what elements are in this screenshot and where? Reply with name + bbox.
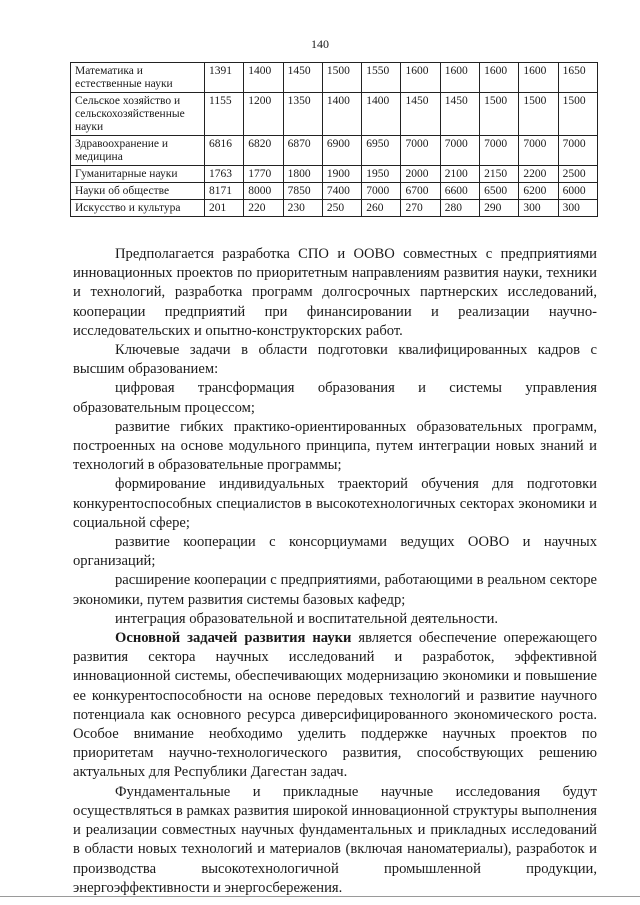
table-cell: 6820 <box>244 136 283 166</box>
table-cell: 1155 <box>205 93 244 136</box>
table-cell: 2500 <box>558 166 597 183</box>
table-cell: 2100 <box>440 166 479 183</box>
table-body <box>71 63 598 217</box>
table-cell: 7000 <box>480 136 519 166</box>
table-cell: 250 <box>322 200 361 217</box>
paragraph: Ключевые задачи в области подготовки квалифицированных кадров с высшим образованием: <box>73 342 597 378</box>
table-cell: 1200 <box>244 93 283 136</box>
data-table <box>70 62 598 217</box>
row-label: Гуманитарные науки <box>71 166 205 183</box>
table-cell: 6500 <box>480 183 519 200</box>
table-cell: 1600 <box>519 63 558 93</box>
table-cell: 1500 <box>322 63 361 93</box>
table-cell: 1800 <box>283 166 322 183</box>
table-cell: 6816 <box>205 136 244 166</box>
table-row <box>71 166 598 183</box>
table-cell: 300 <box>519 200 558 217</box>
table-cell: 6700 <box>401 183 440 200</box>
table-cell: 1500 <box>558 93 597 136</box>
table-cell: 300 <box>558 200 597 217</box>
table-cell: 1600 <box>401 63 440 93</box>
table-cell: 280 <box>440 200 479 217</box>
table-cell: 6950 <box>362 136 401 166</box>
table-cell: 2200 <box>519 166 558 183</box>
table-cell: 201 <box>205 200 244 217</box>
table-cell: 7000 <box>362 183 401 200</box>
table-row <box>71 93 598 136</box>
table-cell: 7850 <box>283 183 322 200</box>
list-item: развитие гибких практико-ориентированных образовательных программ, построенных на основе модульного принципа, путем интеграции новых знаний и технологий в образовательные программы; <box>73 418 597 474</box>
table-cell: 7000 <box>401 136 440 166</box>
row-label: Науки об обществе <box>71 183 205 200</box>
paragraph <box>73 629 597 783</box>
paragraph: Фундаментальные и прикладные научные исследования будут осуществляться в рамках развития широкой инновационной структуры выполнения и реализации совместных научных фундаментальных и прикладных исследований в области новых технологий и материалов (включая наноматериалы), разработок и производства высокотехнологичной промышленной продукции, энергоэффективности и энергосбережения. <box>73 783 597 896</box>
row-label: Здравоохранение и медицина <box>71 136 205 166</box>
table-cell: 1400 <box>322 93 361 136</box>
table-cell: 1500 <box>519 93 558 136</box>
page-number: 140 <box>311 37 329 51</box>
table-row <box>71 183 598 200</box>
row-label: Математика и естественные науки <box>71 63 205 93</box>
table-cell: 1770 <box>244 166 283 183</box>
row-label: Искусство и культура <box>71 200 205 217</box>
paragraph-text: является обеспечение опережающего развития сектора научных исследований и разработок, эффективной инновационной системы, обеспечивающих модернизацию экономики и повышение ее конкурентоспособности на основе передовых технологий и развитие научного потенциала как основного ресурса диверсифицированного экономического роста. Особое внимание необходимо уделить поддержке научных проектов по приоритетам научно-технологического развития, способствующих решению актуальных для Республики Дагестан задач. <box>73 630 597 781</box>
table-cell: 8000 <box>244 183 283 200</box>
list-item: расширение кооперации с предприятиями, работающими в реальном секторе экономики, путем развития системы базовых кафедр; <box>73 572 597 608</box>
table-cell: 2000 <box>401 166 440 183</box>
list-item: интеграция образовательной и воспитательной деятельности. <box>115 610 499 627</box>
list-item: развитие кооперации с консорциумами ведущих ООВО и научных организаций; <box>73 534 597 570</box>
table-cell: 7000 <box>558 136 597 166</box>
table-cell: 230 <box>283 200 322 217</box>
table-cell: 7400 <box>322 183 361 200</box>
table-cell: 6900 <box>322 136 361 166</box>
list-item: цифровая трансформация образования и системы управления образовательным процессом; <box>73 380 597 416</box>
table-cell: 1400 <box>362 93 401 136</box>
table-cell: 1600 <box>480 63 519 93</box>
table-cell: 6600 <box>440 183 479 200</box>
table-cell: 1650 <box>558 63 597 93</box>
table-row <box>71 136 598 166</box>
table-cell: 1900 <box>322 166 361 183</box>
table-cell: 7000 <box>519 136 558 166</box>
table-row <box>71 200 598 217</box>
table-cell: 290 <box>480 200 519 217</box>
row-label: Сельское хозяйство и сельскохозяйственные науки <box>71 93 205 136</box>
table-cell: 1450 <box>401 93 440 136</box>
table-cell: 220 <box>244 200 283 217</box>
table-cell: 7000 <box>440 136 479 166</box>
table-cell: 2150 <box>480 166 519 183</box>
table-cell: 260 <box>362 200 401 217</box>
table-cell: 6870 <box>283 136 322 166</box>
table-row <box>71 63 598 93</box>
table-cell: 1450 <box>283 63 322 93</box>
list-item: формирование индивидуальных траекторий обучения для подготовки конкурентоспособных специалистов в высокотехнологичных секторах экономики и социальной сфере; <box>73 476 597 531</box>
paragraph: Предполагается разработка СПО и ООВО совместных с предприятиями инновационных проектов по приоритетным направлениям развития науки, техники и технологий, разработка программ долгосрочных партнерских исследований, кооперации предприятий при финансировании и реализации научно-исследовательских и опытно-конструкторских работ. <box>73 246 597 339</box>
table-cell: 6200 <box>519 183 558 200</box>
table-cell: 1391 <box>205 63 244 93</box>
document-body <box>73 245 597 898</box>
table-cell: 1550 <box>362 63 401 93</box>
table-cell: 1500 <box>480 93 519 136</box>
table-cell: 8171 <box>205 183 244 200</box>
table-cell: 1400 <box>244 63 283 93</box>
table-cell: 1350 <box>283 93 322 136</box>
table-cell: 1450 <box>440 93 479 136</box>
page-bottom-edge <box>0 896 640 897</box>
table-cell: 1600 <box>440 63 479 93</box>
bold-lead: Основной задачей развития науки <box>115 630 352 647</box>
table-cell: 270 <box>401 200 440 217</box>
table-cell: 1763 <box>205 166 244 183</box>
table-cell: 1950 <box>362 166 401 183</box>
table-cell: 6000 <box>558 183 597 200</box>
